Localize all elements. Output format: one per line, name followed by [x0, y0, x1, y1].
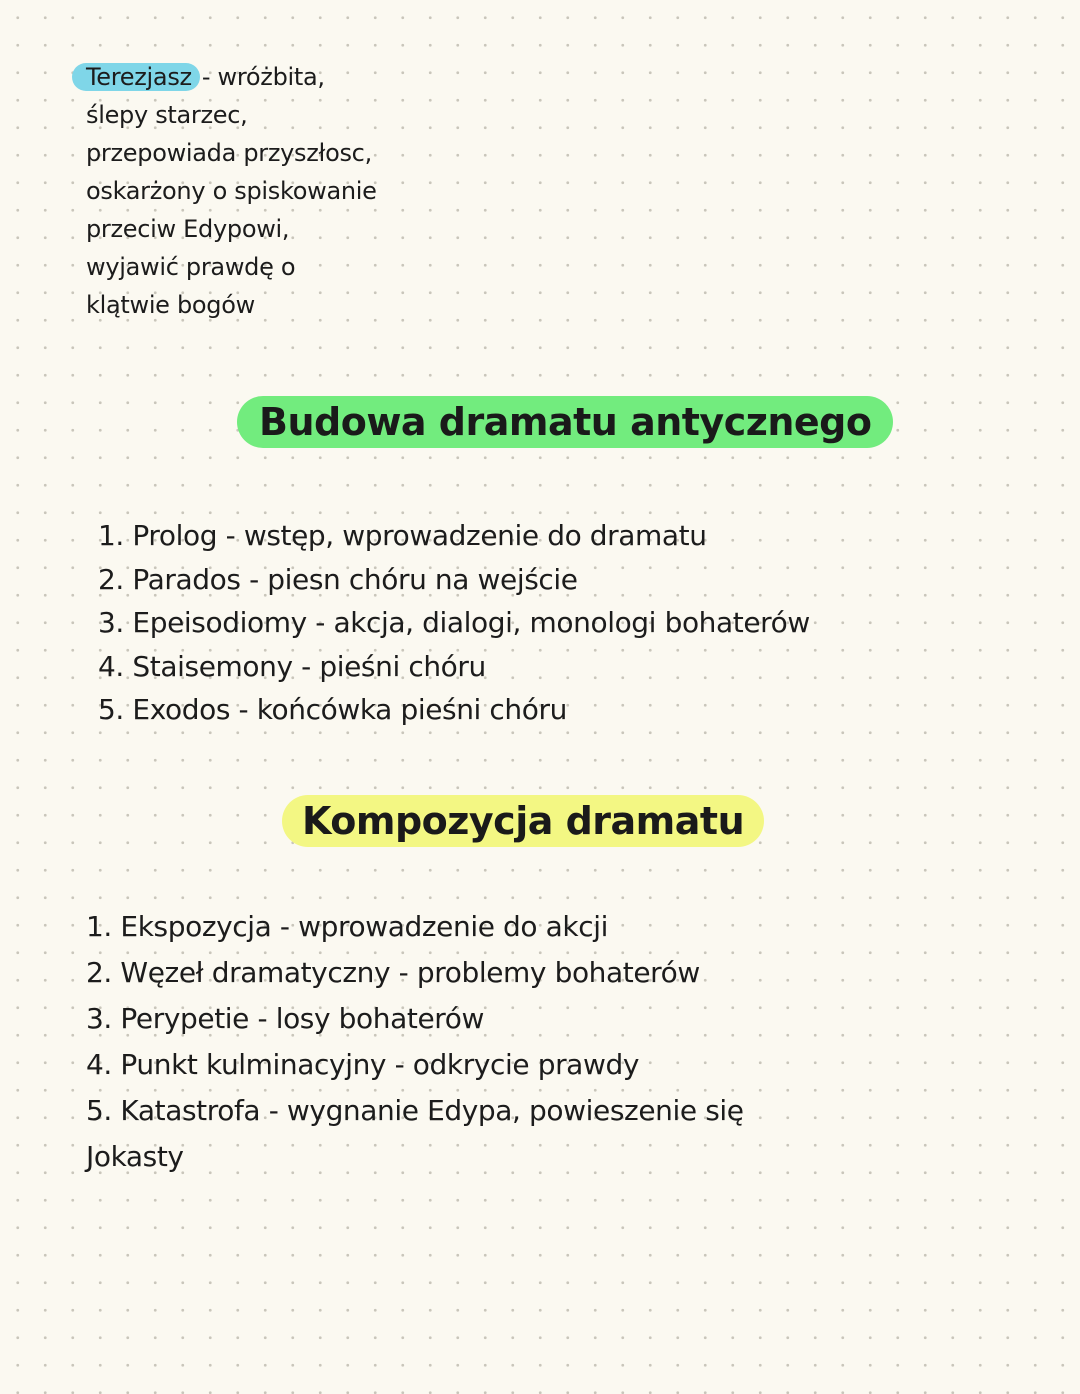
- character-line: przepowiada przyszłosc,: [86, 139, 372, 167]
- list-item: 5. Exodos - końcówka pieśni chóru: [98, 693, 567, 726]
- list-item: 4. Punkt kulminacyjny - odkrycie prawdy: [86, 1048, 639, 1081]
- list-item: 1. Ekspozycja - wprowadzenie do akcji: [86, 910, 608, 943]
- character-description: [72, 58, 377, 324]
- kompozycja-list: [86, 904, 744, 1180]
- list-item: 5. Katastrofa - wygnanie Edypa, powieszenie się: [86, 1094, 744, 1127]
- budowa-list: [98, 514, 810, 732]
- character-line: ślepy starzec,: [86, 101, 248, 129]
- character-name-highlight: Terezjasz: [72, 63, 200, 91]
- character-role: - wróżbita,: [201, 63, 325, 91]
- list-item: 3. Epeisodiomy - akcja, dialogi, monologi bohaterów: [98, 606, 810, 639]
- character-line: przeciw Edypowi,: [86, 215, 290, 243]
- section-heading-budowa: Budowa dramatu antycznego: [237, 396, 893, 448]
- character-first-line: [72, 58, 377, 96]
- list-item: 2. Parados - piesn chóru na wejście: [98, 562, 578, 596]
- section-heading-kompozycja: Kompozycja dramatu: [282, 795, 764, 847]
- list-item: Jokasty: [86, 1140, 184, 1173]
- list-item: 1. Prolog - wstęp, wprowadzenie do dramatu: [98, 519, 707, 552]
- character-line: oskarżony o spiskowanie: [86, 177, 377, 205]
- character-line: wyjawić prawdę o: [86, 253, 296, 281]
- list-item: 3. Perypetie - losy bohaterów: [86, 1002, 485, 1035]
- list-item: 4. Staisemony - pieśni chóru: [98, 649, 486, 683]
- list-item: 2. Węzeł dramatyczny - problemy bohaterów: [86, 956, 700, 989]
- character-line: klątwie bogów: [86, 291, 255, 319]
